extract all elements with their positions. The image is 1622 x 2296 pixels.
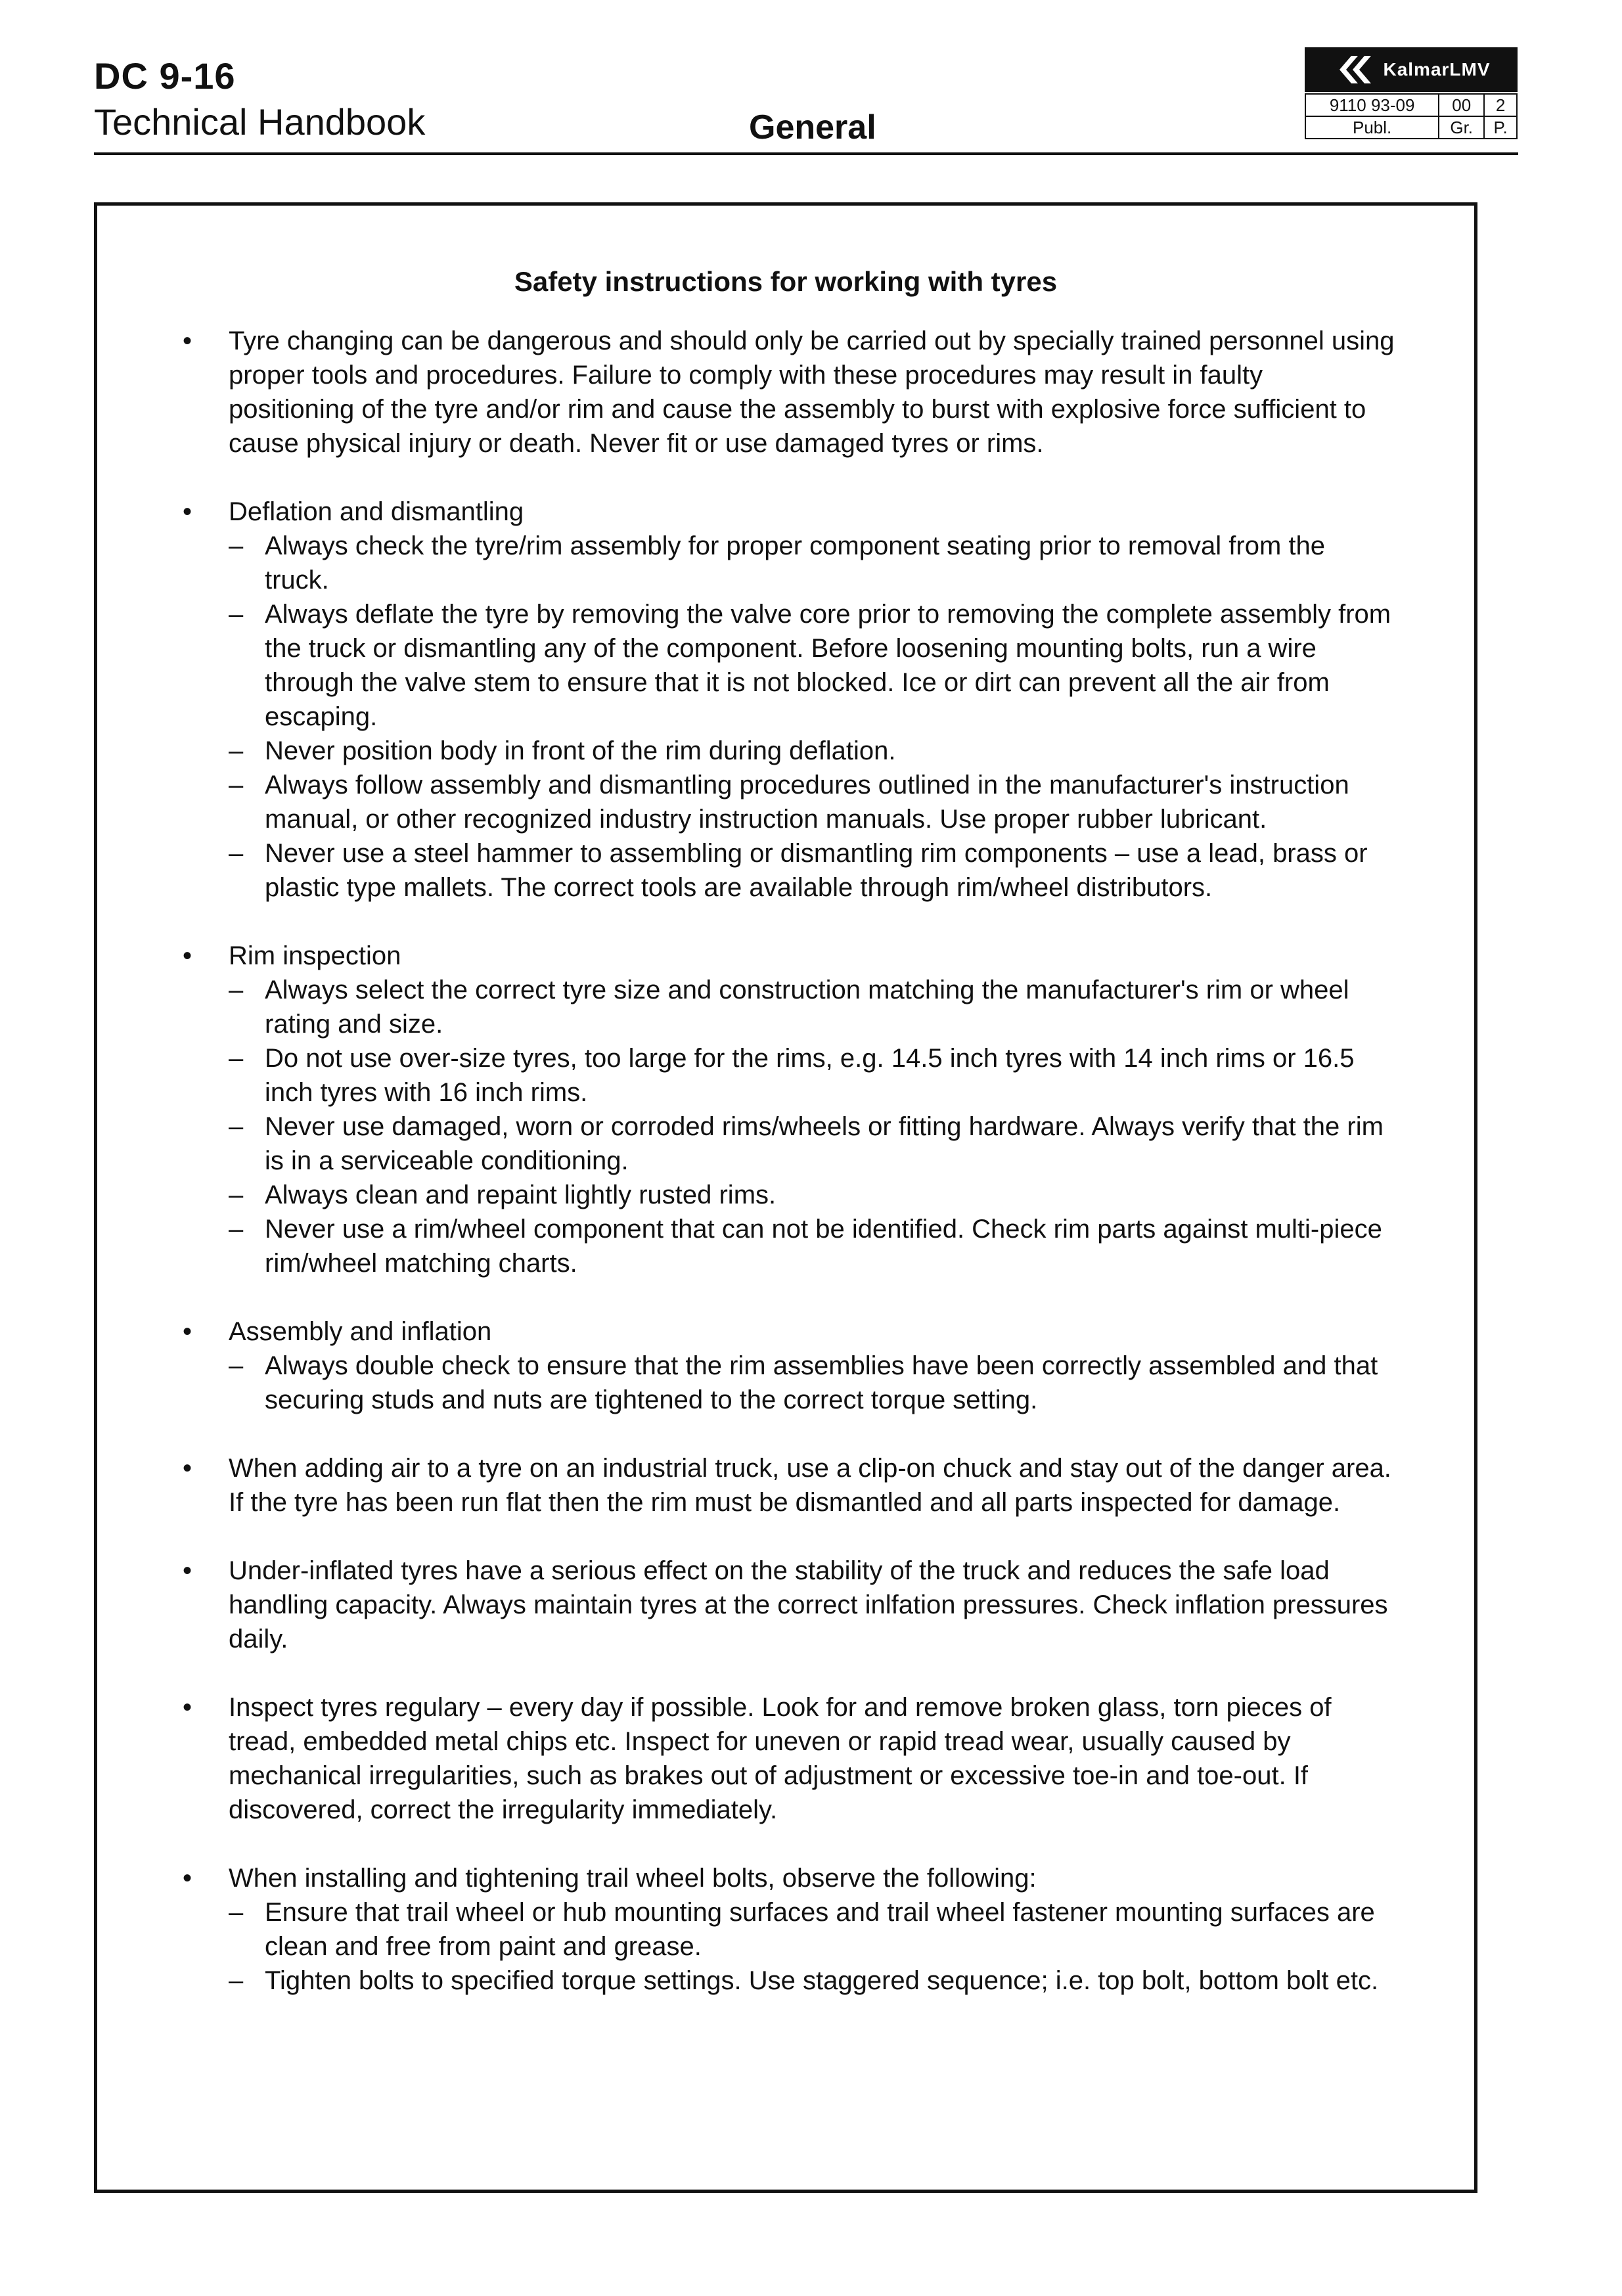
publication-number: 9110 93-09 — [1305, 94, 1439, 116]
bullet-icon: • — [183, 1454, 192, 1483]
instruction-item — [97, 495, 1474, 905]
instruction-subitem — [229, 1178, 1395, 1212]
instruction-text: When adding air to a tyre on an industrial truck, use a clip-on chuck and stay out of the danger area. If the tyre has been run flat then the rim must be dismantled and all parts inspected for damage. — [229, 1454, 1391, 1517]
logo-text: KalmarLMV — [1383, 59, 1491, 79]
bullet-icon: • — [183, 326, 192, 355]
instruction-list — [97, 324, 1474, 2032]
group-label: Gr. — [1439, 116, 1484, 139]
instruction-text: Deflation and dismantling — [229, 497, 524, 526]
bullet-icon: • — [183, 1864, 192, 1893]
instruction-subitem-text: Always select the correct tyre size and construction matching the manufacturer's rim or wheel rating and size. — [265, 976, 1349, 1039]
instruction-subitem-text: Never use a steel hammer to assembling or dismantling rim components – use a lead, brass or plastic type mallets. The correct tools are available through rim/wheel distributors. — [265, 839, 1368, 902]
dash-icon: – — [229, 1215, 244, 1244]
instruction-item — [97, 1315, 1474, 1417]
dash-icon: – — [229, 531, 244, 560]
instruction-item — [97, 1554, 1474, 1656]
instruction-subitem-text: Always double check to ensure that the rim assemblies have been correctly assembled and that securing studs and nuts are tightened to the correct torque setting. — [265, 1351, 1378, 1414]
instruction-subitem — [229, 768, 1395, 836]
instruction-item — [97, 1861, 1474, 1998]
instruction-subitem-text: Do not use over-size tyres, too large for the rims, e.g. 14.5 inch tyres with 14 inch rims or 16.5 inch tyres with 16 inch rims. — [265, 1044, 1355, 1107]
page-label: P. — [1484, 116, 1517, 139]
instruction-text: Assembly and inflation — [229, 1317, 492, 1346]
dash-icon: – — [229, 1181, 244, 1209]
instruction-item — [97, 939, 1474, 1280]
instruction-subitem — [229, 1041, 1395, 1110]
instruction-item — [97, 1690, 1474, 1827]
instruction-sublist — [229, 973, 1395, 1280]
safety-instructions-frame — [94, 202, 1477, 2193]
bullet-icon: • — [183, 1556, 192, 1585]
instruction-subitem — [229, 1110, 1395, 1178]
instruction-subitem — [229, 1964, 1395, 1998]
instruction-subitem-text: Never use damaged, worn or corroded rims/wheels or fitting hardware. Always verify that the rim is in a serviceable conditioning. — [265, 1112, 1384, 1175]
section-name: General — [749, 108, 876, 146]
instruction-item — [97, 324, 1474, 461]
instruction-item — [97, 1451, 1474, 1519]
instruction-text: Inspect tyres regulary – every day if possible. Look for and remove broken glass, torn pieces of tread, embedded metal chips etc. Inspect for uneven or rapid tread wear, usually caused by mechanical irregularities, such as brakes out of adjustment or excessive toe-in and toe-out. If discovered, correct the irregularity immediately. — [229, 1693, 1332, 1824]
dash-icon: – — [229, 1351, 244, 1380]
instruction-text: Tyre changing can be dangerous and should only be carried out by specially trained personnel using proper tools and procedures. Failure to comply with these procedures may result in faulty positioning of the tyre and/or rim and cause the assembly to burst with explosive force sufficient to cause physical injury or death. Never fit or use damaged tyres or rims. — [229, 326, 1395, 458]
kalmar-logo-icon — [1332, 53, 1378, 86]
instruction-subitem-text: Never position body in front of the rim during deflation. — [265, 736, 896, 765]
instruction-subitem-text: Always deflate the tyre by removing the valve core prior to removing the complete assembly from the truck or dismantling any of the component. Before loosening mounting bolts, run a wire through the valve stem to ensure that it is not blocked. Ice or dirt can prevent all the air from escaping. — [265, 600, 1391, 731]
instruction-text: When installing and tightening trail wheel bolts, observe the following: — [229, 1864, 1037, 1893]
bullet-icon: • — [183, 497, 192, 526]
instruction-subitem — [229, 836, 1395, 905]
dash-icon: – — [229, 976, 244, 1004]
dash-icon: – — [229, 1966, 244, 1995]
instruction-subitem — [229, 1349, 1395, 1417]
publication-reference-table — [1305, 93, 1518, 139]
header-divider — [94, 152, 1518, 155]
instruction-sublist — [229, 1895, 1395, 1998]
document-subtitle: Technical Handbook — [94, 101, 426, 143]
instruction-subitem-text: Never use a rim/wheel component that can not be identified. Check rim parts against multi-piece rim/wheel matching charts. — [265, 1215, 1382, 1278]
dash-icon: – — [229, 1044, 244, 1073]
dash-icon: – — [229, 771, 244, 799]
dash-icon: – — [229, 736, 244, 765]
instruction-sublist — [229, 529, 1395, 905]
instruction-subitem-text: Tighten bolts to specified torque settings. Use staggered sequence; i.e. top bolt, bottom bolt etc. — [265, 1966, 1379, 1995]
bullet-icon: • — [183, 941, 192, 970]
publication-label: Publ. — [1305, 116, 1439, 139]
instruction-subitem-text: Always follow assembly and dismantling procedures outlined in the manufacturer's instruction manual, or other recognized industry instruction manuals. Use proper rubber lubricant. — [265, 771, 1349, 834]
page-header — [0, 0, 1622, 171]
dash-icon: – — [229, 1898, 244, 1927]
instruction-subitem — [229, 1895, 1395, 1964]
group-number: 00 — [1439, 94, 1484, 116]
dash-icon: – — [229, 600, 244, 629]
bullet-icon: • — [183, 1317, 192, 1346]
bullet-icon: • — [183, 1693, 192, 1722]
dash-icon: – — [229, 1112, 244, 1141]
instruction-subitem — [229, 597, 1395, 734]
instruction-text: Under-inflated tyres have a serious effect on the stability of the truck and reduces the safe load handling capacity. Always maintain tyres at the correct inlfation pressures. Check inflation pressures daily. — [229, 1556, 1388, 1654]
instruction-text: Rim inspection — [229, 941, 401, 970]
instruction-subitem-text: Always check the tyre/rim assembly for proper component seating prior to removal from the truck. — [265, 531, 1325, 595]
instruction-subitem-text: Ensure that trail wheel or hub mounting surfaces and trail wheel fastener mounting surfaces are clean and free from paint and grease. — [265, 1898, 1375, 1961]
instruction-sublist — [229, 1349, 1395, 1417]
instruction-subitem — [229, 529, 1395, 597]
dash-icon: – — [229, 839, 244, 868]
page-number: 2 — [1484, 94, 1517, 116]
content-title: Safety instructions for working with tyres — [514, 266, 1058, 297]
instruction-subitem — [229, 1212, 1395, 1280]
instruction-subitem — [229, 734, 1395, 768]
instruction-subitem-text: Always clean and repaint lightly rusted rims. — [265, 1181, 777, 1209]
instruction-subitem — [229, 973, 1395, 1041]
document-title: DC 9-16 — [94, 55, 236, 97]
kalmar-logo — [1305, 47, 1518, 92]
